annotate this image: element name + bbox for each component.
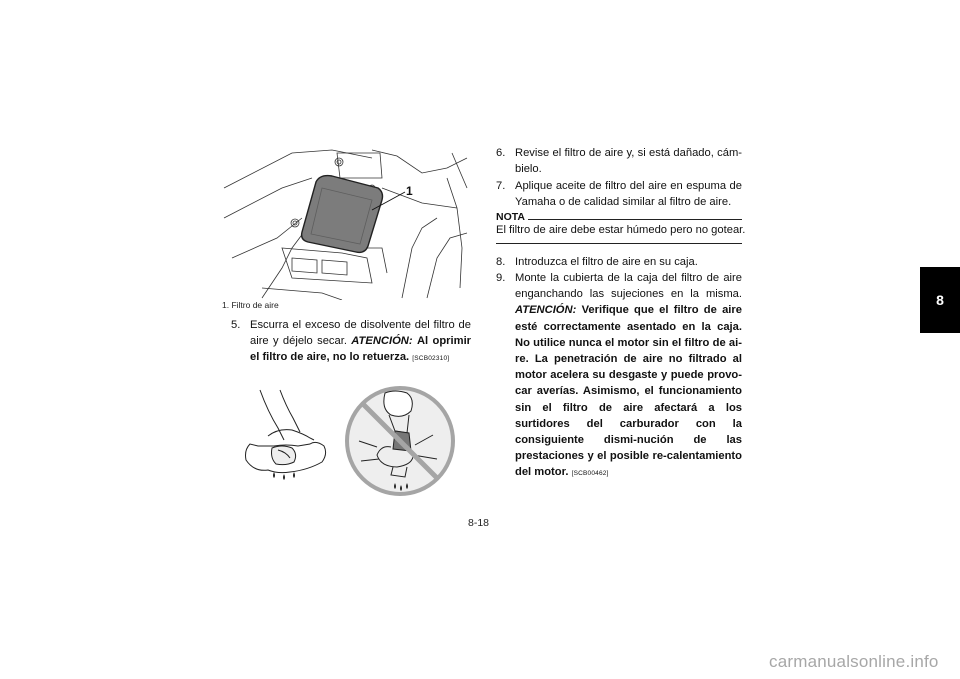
attention-text: Al oprimir el filtro de aire, no lo retuerza. — [250, 335, 472, 364]
note-bottom-rule — [496, 243, 742, 244]
step-number: 7. — [496, 180, 506, 192]
step-text — [515, 270, 742, 483]
reference-code: [SCB00462] — [571, 470, 609, 478]
chapter-tab: 8 — [920, 267, 960, 333]
attention-label: ATENCIÓN: — [515, 304, 577, 317]
figure-callout-1: 1 — [406, 184, 413, 198]
figure-caption: 1. Filtro de aire — [222, 300, 279, 310]
step-number: 9. — [496, 272, 506, 284]
page-number: 8-18 — [468, 517, 490, 529]
note-top-rule — [528, 219, 742, 220]
step-5-instruction: Escurra el exceso de disolvente del filtro de aire y déjelo secar. — [250, 319, 471, 348]
attention-text: Verifique que el filtro de aire esté correctamente asentado en la caja. No utilice nunca el motor sin el filtro de ai-re. La penetración de aire no filtrado al motor acelera su desgaste y puede provo-car averías. Asimismo, el funcionamiento sin el filtro de aire afectará a los surtidores del carburador con la consiguiente dismi-nución de las prestaciones y el posible re-calentamiento del motor. — [515, 304, 742, 479]
squeeze-prohibited-illustration — [337, 385, 463, 497]
step-text — [250, 317, 471, 368]
attention-label: ATENCIÓN: — [351, 335, 413, 348]
squeeze-correct-illustration — [238, 388, 328, 484]
note-text: El filtro de aire debe estar húmedo pero no gotear. — [496, 224, 746, 236]
step-number: 8. — [496, 256, 506, 268]
air-filter-illustration — [222, 148, 468, 300]
watermark: carmanualsonline.info — [769, 652, 939, 671]
note-heading: NOTA — [496, 211, 525, 223]
step-9-instruction: Monte la cubierta de la caja del filtro de aire enganchando las sujeciones en la misma. — [515, 272, 742, 301]
step-text: Revise el filtro de aire y, si está dañado, cám-bielo. — [515, 147, 742, 176]
step-number: 5. — [231, 319, 241, 331]
reference-code: [SCB02310] — [412, 355, 450, 363]
step-text: Aplique aceite de filtro del aire en espuma de Yamaha o de calidad similar al filtro de aire. — [515, 180, 742, 209]
step-text: Introduzca el filtro de aire en su caja. — [515, 256, 698, 268]
step-number: 6. — [496, 147, 506, 159]
